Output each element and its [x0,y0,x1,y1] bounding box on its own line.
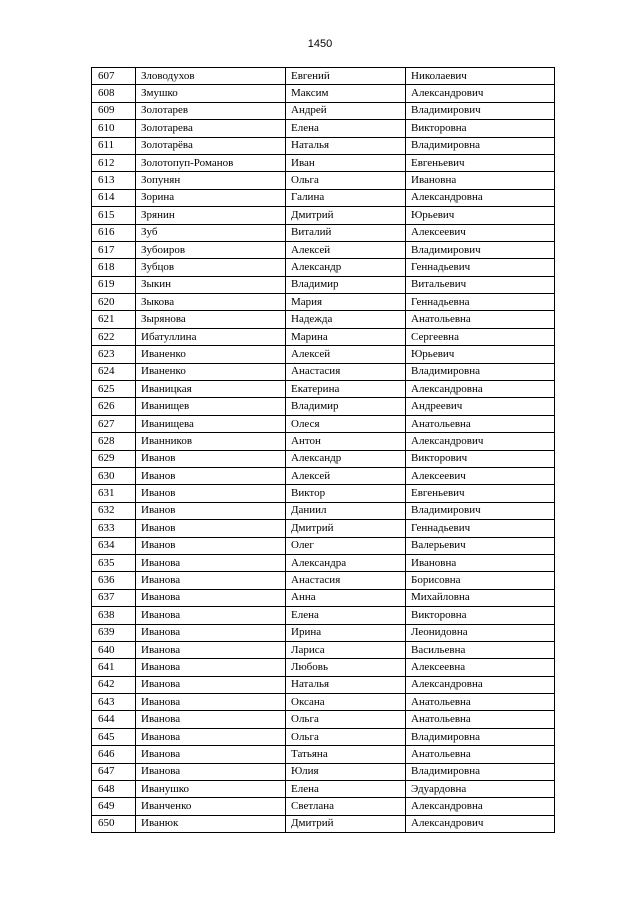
table-row [92,554,555,571]
first-name-cell: Алексей [286,241,406,258]
first-name-cell: Владимир [286,276,406,293]
last-name-cell: Зырянова [136,311,286,328]
first-name-cell: Юлия [286,763,406,780]
table-row [92,450,555,467]
table-row [92,381,555,398]
last-name-cell: Зыкин [136,276,286,293]
row-number-cell: 619 [92,276,136,293]
row-number-cell: 626 [92,398,136,415]
row-number-cell: 616 [92,224,136,241]
last-name-cell: Золотарёва [136,137,286,154]
first-name-cell: Ольга [286,172,406,189]
patronymic-cell: Алексеевич [406,467,555,484]
table-row [92,607,555,624]
last-name-cell: Иванов [136,485,286,502]
patronymic-cell: Борисовна [406,572,555,589]
last-name-cell: Иванников [136,433,286,450]
patronymic-cell: Михайловна [406,589,555,606]
row-number-cell: 640 [92,641,136,658]
first-name-cell: Елена [286,607,406,624]
first-name-cell: Ирина [286,624,406,641]
row-number-cell: 636 [92,572,136,589]
table-row [92,207,555,224]
patronymic-cell: Васильевна [406,641,555,658]
table-row [92,276,555,293]
last-name-cell: Ибатуллина [136,328,286,345]
first-name-cell: Оксана [286,694,406,711]
row-number-cell: 618 [92,259,136,276]
first-name-cell: Ольга [286,711,406,728]
row-number-cell: 643 [92,694,136,711]
row-number-cell: 634 [92,537,136,554]
last-name-cell: Иванов [136,450,286,467]
table-row [92,137,555,154]
last-name-cell: Иванова [136,711,286,728]
row-number-cell: 615 [92,207,136,224]
row-number-cell: 638 [92,607,136,624]
last-name-cell: Иванова [136,607,286,624]
first-name-cell: Олеся [286,415,406,432]
table-row [92,311,555,328]
first-name-cell: Виктор [286,485,406,502]
row-number-cell: 613 [92,172,136,189]
last-name-cell: Зорина [136,189,286,206]
row-number-cell: 629 [92,450,136,467]
table-row [92,711,555,728]
table-row [92,398,555,415]
first-name-cell: Александр [286,259,406,276]
last-name-cell: Золотопуп-Романов [136,154,286,171]
first-name-cell: Наталья [286,137,406,154]
last-name-cell: Иваненко [136,346,286,363]
last-name-cell: Золотарева [136,120,286,137]
first-name-cell: Дмитрий [286,207,406,224]
last-name-cell: Зубоиров [136,241,286,258]
row-number-cell: 631 [92,485,136,502]
first-name-cell: Ольга [286,728,406,745]
table-row [92,798,555,815]
table-row [92,363,555,380]
first-name-cell: Евгений [286,68,406,85]
row-number-cell: 622 [92,328,136,345]
row-number-cell: 624 [92,363,136,380]
last-name-cell: Иванова [136,728,286,745]
patronymic-cell: Алексеевна [406,659,555,676]
patronymic-cell: Викторовна [406,120,555,137]
last-name-cell: Иванищев [136,398,286,415]
row-number-cell: 612 [92,154,136,171]
first-name-cell: Галина [286,189,406,206]
first-name-cell: Анастасия [286,363,406,380]
table-row [92,294,555,311]
patronymic-cell: Александровна [406,676,555,693]
first-name-cell: Мария [286,294,406,311]
first-name-cell: Владимир [286,398,406,415]
first-name-cell: Екатерина [286,381,406,398]
table-row [92,485,555,502]
table-row [92,328,555,345]
row-number-cell: 611 [92,137,136,154]
last-name-cell: Зрянин [136,207,286,224]
row-number-cell: 648 [92,781,136,798]
last-name-cell: Иванова [136,572,286,589]
last-name-cell: Иванова [136,641,286,658]
row-number-cell: 632 [92,502,136,519]
table-row [92,154,555,171]
row-number-cell: 609 [92,102,136,119]
last-name-cell: Зубцов [136,259,286,276]
table-row [92,694,555,711]
patronymic-cell: Александровна [406,189,555,206]
table-row [92,241,555,258]
first-name-cell: Анна [286,589,406,606]
patronymic-cell: Валерьевич [406,537,555,554]
first-name-cell: Алексей [286,346,406,363]
table-row [92,815,555,832]
patronymic-cell: Владимировна [406,728,555,745]
first-name-cell: Александр [286,450,406,467]
table-row [92,502,555,519]
first-name-cell: Марина [286,328,406,345]
last-name-cell: Зыкова [136,294,286,311]
table-row [92,224,555,241]
patronymic-cell: Леонидовна [406,624,555,641]
table-row [92,659,555,676]
table-row [92,781,555,798]
patronymic-cell: Владимирович [406,502,555,519]
page-number: 1450 [307,38,333,50]
first-name-cell: Максим [286,85,406,102]
table-row [92,746,555,763]
first-name-cell: Александра [286,554,406,571]
patronymic-cell: Ивановна [406,554,555,571]
first-name-cell: Любовь [286,659,406,676]
first-name-cell: Антон [286,433,406,450]
patronymic-cell: Юрьевич [406,346,555,363]
row-number-cell: 646 [92,746,136,763]
patronymic-cell: Геннадьевич [406,520,555,537]
table-row [92,624,555,641]
row-number-cell: 649 [92,798,136,815]
patronymic-cell: Александровна [406,381,555,398]
first-name-cell: Надежда [286,311,406,328]
patronymic-cell: Викторовна [406,607,555,624]
row-number-cell: 625 [92,381,136,398]
row-number-cell: 627 [92,415,136,432]
first-name-cell: Елена [286,120,406,137]
first-name-cell: Андрей [286,102,406,119]
last-name-cell: Иванова [136,676,286,693]
patronymic-cell: Геннадьевич [406,259,555,276]
row-number-cell: 610 [92,120,136,137]
last-name-cell: Зуб [136,224,286,241]
table-row [92,641,555,658]
last-name-cell: Иванов [136,520,286,537]
patronymic-cell: Николаевич [406,68,555,85]
last-name-cell: Иванова [136,659,286,676]
last-name-cell: Зопунян [136,172,286,189]
patronymic-cell: Геннадьевна [406,294,555,311]
roster-table [91,67,555,833]
row-number-cell: 644 [92,711,136,728]
table-row [92,120,555,137]
first-name-cell: Даниил [286,502,406,519]
patronymic-cell: Сергеевна [406,328,555,345]
table-row [92,520,555,537]
patronymic-cell: Владимировна [406,763,555,780]
patronymic-cell: Александрович [406,85,555,102]
last-name-cell: Змушко [136,85,286,102]
patronymic-cell: Алексеевич [406,224,555,241]
first-name-cell: Дмитрий [286,815,406,832]
last-name-cell: Иванов [136,502,286,519]
first-name-cell: Татьяна [286,746,406,763]
last-name-cell: Иванова [136,763,286,780]
patronymic-cell: Владимирович [406,102,555,119]
first-name-cell: Анастасия [286,572,406,589]
last-name-cell: Иванова [136,746,286,763]
table-row [92,346,555,363]
patronymic-cell: Анатольевна [406,746,555,763]
patronymic-cell: Александровна [406,798,555,815]
patronymic-cell: Анатольевна [406,711,555,728]
first-name-cell: Виталий [286,224,406,241]
patronymic-cell: Владимирович [406,241,555,258]
first-name-cell: Лариса [286,641,406,658]
table-row [92,589,555,606]
row-number-cell: 608 [92,85,136,102]
patronymic-cell: Юрьевич [406,207,555,224]
table-row [92,467,555,484]
patronymic-cell: Анатольевна [406,694,555,711]
row-number-cell: 628 [92,433,136,450]
table-row [92,728,555,745]
table-row [92,763,555,780]
row-number-cell: 647 [92,763,136,780]
row-number-cell: 645 [92,728,136,745]
patronymic-cell: Александрович [406,433,555,450]
patronymic-cell: Ивановна [406,172,555,189]
last-name-cell: Иванова [136,624,286,641]
row-number-cell: 639 [92,624,136,641]
first-name-cell: Елена [286,781,406,798]
last-name-cell: Иванова [136,694,286,711]
roster-body [92,68,555,833]
row-number-cell: 617 [92,241,136,258]
last-name-cell: Иванушко [136,781,286,798]
first-name-cell: Алексей [286,467,406,484]
table-row [92,172,555,189]
table-row [92,189,555,206]
row-number-cell: 641 [92,659,136,676]
patronymic-cell: Анатольевна [406,311,555,328]
last-name-cell: Иваненко [136,363,286,380]
first-name-cell: Наталья [286,676,406,693]
table-row [92,676,555,693]
row-number-cell: 621 [92,311,136,328]
row-number-cell: 630 [92,467,136,484]
last-name-cell: Иванов [136,467,286,484]
last-name-cell: Иванова [136,589,286,606]
patronymic-cell: Андреевич [406,398,555,415]
first-name-cell: Светлана [286,798,406,815]
row-number-cell: 650 [92,815,136,832]
last-name-cell: Золотарев [136,102,286,119]
patronymic-cell: Витальевич [406,276,555,293]
patronymic-cell: Владимировна [406,137,555,154]
table-row [92,85,555,102]
patronymic-cell: Викторович [406,450,555,467]
table-row [92,415,555,432]
table-row [92,433,555,450]
row-number-cell: 623 [92,346,136,363]
first-name-cell: Иван [286,154,406,171]
patronymic-cell: Александрович [406,815,555,832]
table-row [92,537,555,554]
last-name-cell: Иванищева [136,415,286,432]
table-row [92,259,555,276]
row-number-cell: 637 [92,589,136,606]
last-name-cell: Зловодухов [136,68,286,85]
patronymic-cell: Евгеньевич [406,154,555,171]
last-name-cell: Иванов [136,537,286,554]
patronymic-cell: Анатольевна [406,415,555,432]
table-row [92,572,555,589]
row-number-cell: 635 [92,554,136,571]
first-name-cell: Олег [286,537,406,554]
first-name-cell: Дмитрий [286,520,406,537]
row-number-cell: 633 [92,520,136,537]
patronymic-cell: Евгеньевич [406,485,555,502]
table-row [92,102,555,119]
last-name-cell: Иванова [136,554,286,571]
row-number-cell: 620 [92,294,136,311]
last-name-cell: Иванченко [136,798,286,815]
last-name-cell: Иваницкая [136,381,286,398]
last-name-cell: Иванюк [136,815,286,832]
row-number-cell: 614 [92,189,136,206]
row-number-cell: 642 [92,676,136,693]
patronymic-cell: Владимировна [406,363,555,380]
patronymic-cell: Эдуардовна [406,781,555,798]
row-number-cell: 607 [92,68,136,85]
table-row [92,68,555,85]
